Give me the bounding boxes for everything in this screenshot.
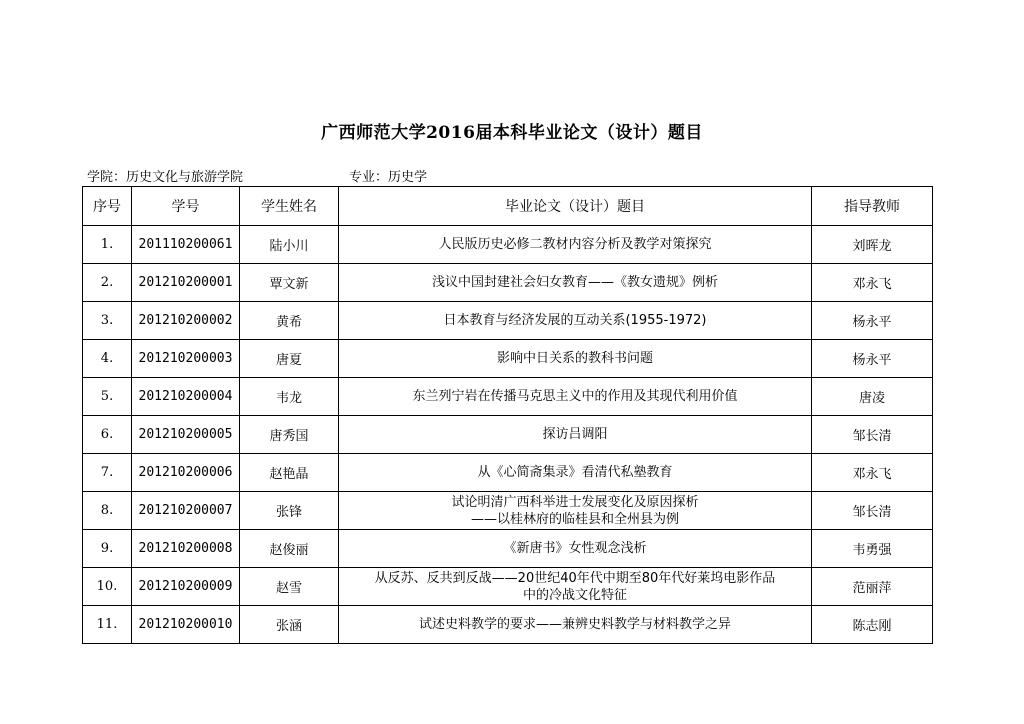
row-topic — [339, 340, 812, 378]
row-topic — [339, 378, 812, 416]
header-advisor: 指导教师 — [812, 187, 933, 226]
row-student-id: 201210200009 — [132, 568, 240, 606]
page-title: 广西师范大学2016届本科毕业论文（设计）题目 — [321, 123, 703, 143]
row-seq: 11. — [83, 606, 132, 644]
row-topic — [339, 568, 812, 606]
row-topic-line1: 《新唐书》女性观念浅析 — [503, 541, 647, 556]
table-header-row — [83, 187, 933, 226]
header-seq: 序号 — [83, 187, 132, 226]
row-student-id: 201210200001 — [132, 264, 240, 302]
table-row — [83, 378, 933, 416]
row-student-id: 201210200003 — [132, 340, 240, 378]
row-student-name: 赵雪 — [240, 568, 339, 606]
table-row — [83, 302, 933, 340]
row-seq: 10. — [83, 568, 132, 606]
row-topic — [339, 454, 812, 492]
row-topic-line1: 从反苏、反共到反战——20世纪40年代中期至80年代好莱坞电影作品 — [374, 570, 776, 586]
row-topic-line1: 日本教育与经济发展的互动关系(1955-1972) — [443, 313, 707, 328]
row-advisor: 邓永飞 — [812, 454, 933, 492]
row-topic-line1: 东兰列宁岩在传播马克思主义中的作用及其现代利用价值 — [412, 389, 738, 404]
row-topic — [339, 264, 812, 302]
row-topic — [339, 606, 812, 644]
row-student-name: 张涵 — [240, 606, 339, 644]
row-student-id: 201210200006 — [132, 454, 240, 492]
row-topic-line1: 人民版历史必修二教材内容分析及教学对策探究 — [438, 237, 712, 252]
row-advisor: 邓永飞 — [812, 264, 933, 302]
row-student-name: 唐秀国 — [240, 416, 339, 454]
row-student-name: 张锋 — [240, 492, 339, 530]
row-seq: 8. — [83, 492, 132, 530]
header-topic: 毕业论文（设计）题目 — [339, 187, 812, 226]
row-student-name: 黄希 — [240, 302, 339, 340]
row-topic-line1: 从《心简斋集录》看清代私塾教育 — [477, 465, 673, 480]
row-topic — [339, 302, 812, 340]
row-student-name: 赵俊丽 — [240, 530, 339, 568]
meta-line — [87, 166, 428, 185]
row-topic — [339, 530, 812, 568]
row-seq: 3. — [83, 302, 132, 340]
header-student-id: 学号 — [132, 187, 240, 226]
row-seq: 7. — [83, 454, 132, 492]
row-topic-line1: 探访吕调阳 — [542, 427, 608, 442]
row-student-name: 唐夏 — [240, 340, 339, 378]
header-name: 学生姓名 — [240, 187, 339, 226]
table-row — [83, 226, 933, 264]
row-seq: 2. — [83, 264, 132, 302]
row-advisor: 杨永平 — [812, 340, 933, 378]
row-advisor: 杨永平 — [812, 302, 933, 340]
row-advisor: 刘晖龙 — [812, 226, 933, 264]
college-label: 学院：历史文化与旅游学院 — [87, 170, 244, 185]
row-student-id: 201210200002 — [132, 302, 240, 340]
row-advisor: 韦勇强 — [812, 530, 933, 568]
row-advisor: 范丽萍 — [812, 568, 933, 606]
row-topic-line1: 试论明清广西科举进士发展变化及原因探析 — [451, 494, 699, 510]
row-student-name: 覃文新 — [240, 264, 339, 302]
row-student-id: 201110200061 — [132, 226, 240, 264]
row-student-name: 韦龙 — [240, 378, 339, 416]
row-seq: 5. — [83, 378, 132, 416]
row-topic — [339, 226, 812, 264]
table-row — [83, 606, 933, 644]
row-student-name: 陆小川 — [240, 226, 339, 264]
table-row — [83, 530, 933, 568]
row-topic-line2: 中的冷战文化特征 — [522, 587, 627, 603]
row-student-id: 201210200004 — [132, 378, 240, 416]
row-advisor: 邹长清 — [812, 492, 933, 530]
table-row — [83, 568, 933, 606]
row-seq: 1. — [83, 226, 132, 264]
table-row — [83, 416, 933, 454]
row-seq: 4. — [83, 340, 132, 378]
table-row — [83, 340, 933, 378]
row-student-id: 201210200010 — [132, 606, 240, 644]
row-topic — [339, 492, 812, 530]
thesis-topics-table — [82, 186, 933, 644]
row-advisor: 邹长清 — [812, 416, 933, 454]
row-topic-line1: 试述史料教学的要求——兼辨史料教学与材料教学之异 — [418, 617, 731, 632]
major-label: 专业：历史学 — [349, 170, 428, 185]
row-student-id: 201210200005 — [132, 416, 240, 454]
table-row — [83, 264, 933, 302]
row-topic-line2: ——以桂林府的临桂县和全州县为例 — [470, 511, 679, 527]
row-student-id: 201210200007 — [132, 492, 240, 530]
row-advisor: 陈志刚 — [812, 606, 933, 644]
row-student-id: 201210200008 — [132, 530, 240, 568]
table-row — [83, 492, 933, 530]
row-topic — [339, 416, 812, 454]
row-topic-line1: 浅议中国封建社会妇女教育——《教女遗规》例析 — [431, 275, 718, 290]
row-advisor: 唐凌 — [812, 378, 933, 416]
row-student-name: 赵艳晶 — [240, 454, 339, 492]
row-topic-line1: 影响中日关系的教科书问题 — [496, 351, 653, 366]
row-seq: 6. — [83, 416, 132, 454]
row-seq: 9. — [83, 530, 132, 568]
table-row — [83, 454, 933, 492]
